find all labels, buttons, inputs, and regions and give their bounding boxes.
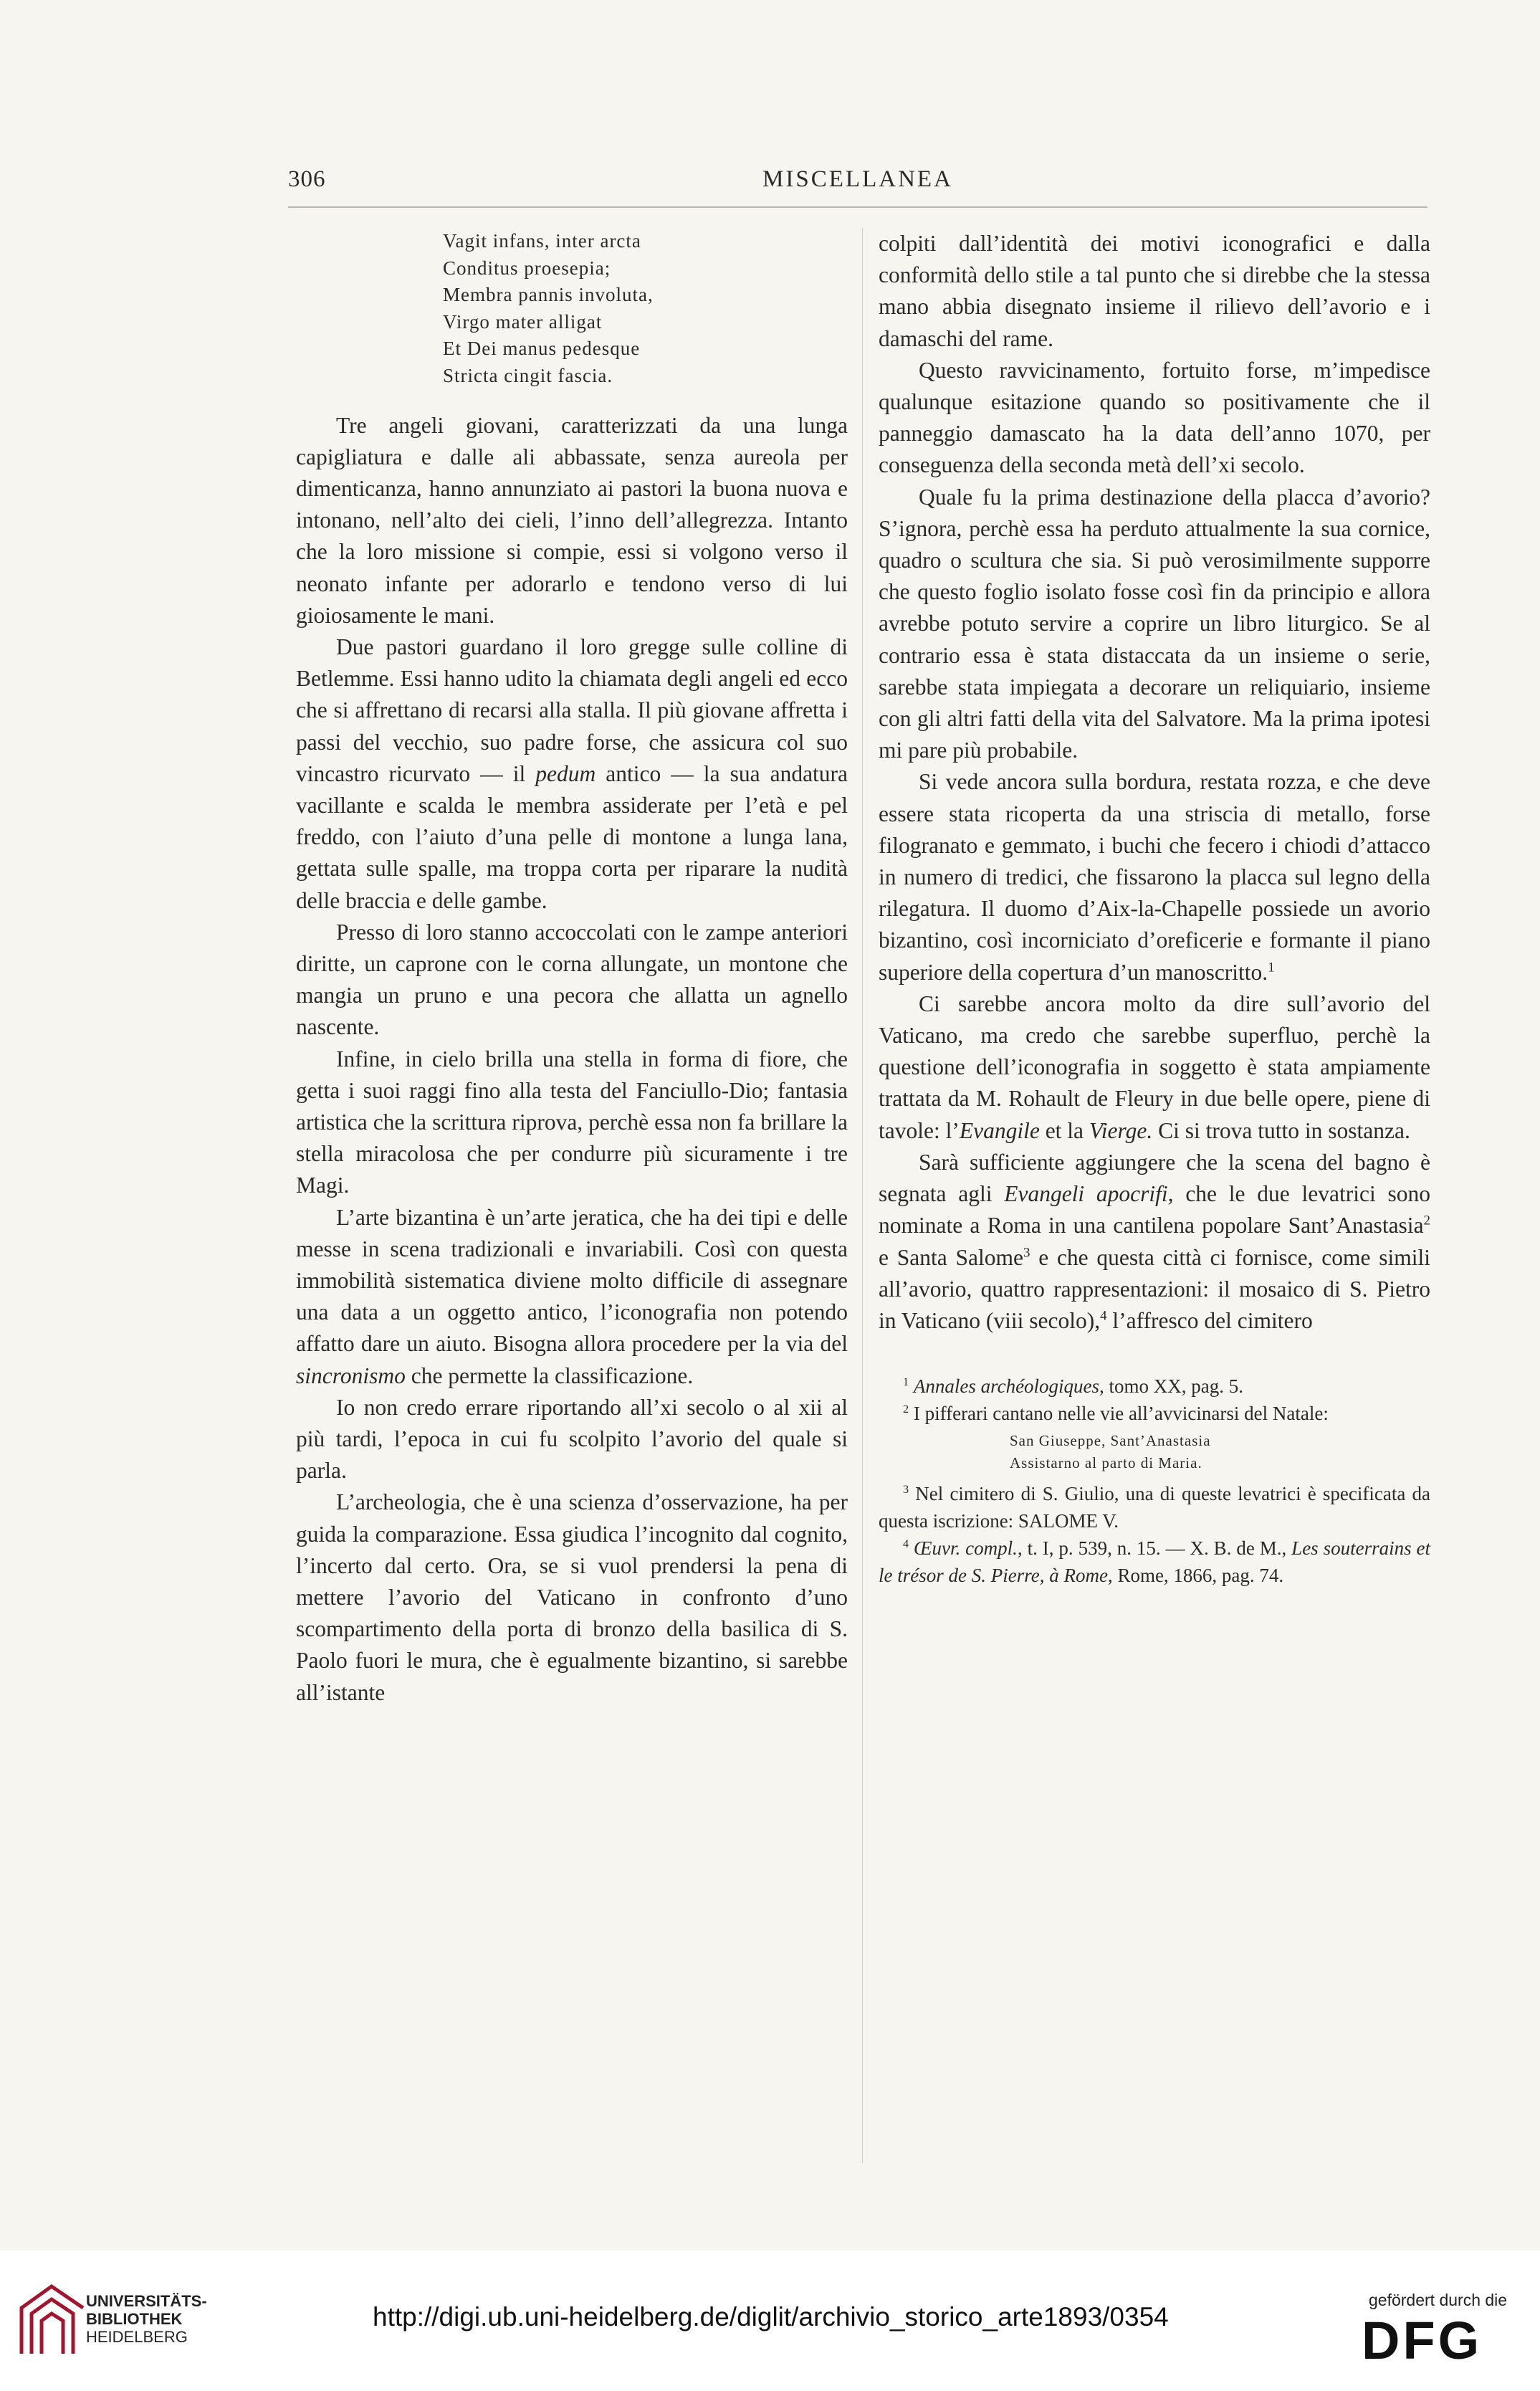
poem-line: Et Dei manus pedesque bbox=[443, 338, 641, 360]
poem-line: Stricta cingit fascia. bbox=[443, 364, 613, 386]
paragraph: L’arte bizantina è un’arte jeratica, che ha dei tipi e delle messe in scena tradizionali e invariabili. Così con questa immobilità sistematica diviene molto difficile di assegnare una data a un oggetto antico, l’iconografia non potendo affatto dare un aiuto. Bisogna allora procedere per la via del sincronismo che permette la classificazione. bbox=[296, 1204, 848, 1388]
poem-line: Conditus proesepia; bbox=[443, 257, 611, 279]
paragraph: Due pastori guardano il loro gregge sulle colline di Betlemme. Essi hanno udito la chiamata degli angeli ed ecco che si affrettano di recarsi alla stalla. Il più giovane affretta i passi del vecchio, suo padre forse, che assicura col suo vincastro ricurvato — il pedum antico — la sua andatura vacillante e scalda le membra assiderate per l’età e pel freddo, con l’aiuto d’una pelle di montone a lunga lana, gettata sulle spalle, ma troppa corta per riparare la nudità delle braccia e delle gambe. bbox=[296, 634, 848, 913]
paragraph: L’archeologia, che è una scienza d’osservazione, ha per guida la comparazione. Essa giudica l’incognito dal cognito, l’incerto dal certo. Ora, se si vuol prendersi la pena di mettere l’avorio del Vaticano in confronto d’uno scompartimento della porta di bronzo della basilica di S. Paolo fuori le mura, che è egualmente bizantino, si sarebbe all’istante bbox=[296, 1489, 848, 1705]
poem-line: Vagit infans, inter arcta bbox=[443, 230, 641, 252]
poem-line: Virgo mater alligat bbox=[443, 310, 603, 333]
footnote-4: $^4$ Œuvr. compl., t. I, p. 539, n. 15. — X. B. de M., Les souterrains et le trésor de S. Pierre, à Rome, Rome, 1866, pag. 74. bbox=[879, 1537, 1431, 1587]
footnote-quote: San Giuseppe, Sant’Anastasia Assistarno al parto di Maria. bbox=[1010, 1432, 1211, 1472]
paragraph: Si vede ancora sulla bordura, restata rozza, e che deve essere stata ricoperta da una striscia di metallo, forse filogranato e gemmato, i buchi che fecero i chiodi d’attacco in numero di tredici, che fissarono la placca sul legno della rilegatura. Il duomo d’Aix-la-Chapelle possiede un avorio bizantino, così incorniciato d’oreficerie e formante il piano superiore della copertura d’un manoscritto.$^1$ bbox=[879, 769, 1430, 985]
paragraph: colpiti dall’identità dei motivi iconografici e dalla conformità dello stile a tal punto che si direbbe che la stessa mano abbia disegnato insieme il rilievo dell’avorio e i damaschi del rame. bbox=[879, 231, 1430, 351]
paragraph: Infine, in cielo brilla una stella in forma di fiore, che getta i suoi raggi fino alla testa del Fanciullo-Dio; fantasia artistica che la scrittura riprova, perchè essa non fa brillare la stella miracolosa che per condurre più sicuramente i tre Magi. bbox=[296, 1046, 848, 1198]
italic-term: pedum bbox=[535, 760, 596, 786]
footnote-3: $^3$ Nel cimitero di S. Giulio, una di queste levatrici è specificata da questa iscrizione: SALOME V. bbox=[879, 1483, 1430, 1532]
left-column bbox=[296, 228, 848, 1709]
source-url-link[interactable]: http://digi.ub.uni-heidelberg.de/diglit/archivio_storico_arte1893/0354 bbox=[373, 2302, 1169, 2332]
footnotes bbox=[879, 1373, 1430, 1589]
footnote-2: $^2$ I pifferari cantano nelle vie all’avvicinarsi del Natale: bbox=[903, 1403, 1329, 1425]
library-name: UNIVERSITÄTS- BIBLIOTHEK HEIDELBERG bbox=[86, 2292, 207, 2346]
italic-term: Vierge. bbox=[1089, 1117, 1153, 1143]
footnote-ref[interactable]: 1 bbox=[1268, 960, 1275, 975]
paragraph: Quale fu la prima destinazione della placca d’avorio? S’ignora, perchè essa ha perduto attualmente la sua cornice, quadro o scultura che sia. Si può verosimilmente supporre che questo foglio isolato fosse così fin da principio e allora avrebbe potuto servire a coprire un libro liturgico. Se al contrario essa è stata distaccata da un insieme o serie, sarebbe stata impiegata a decorare un reliquiario, insieme con gli altri fatti della vita del Salvatore. Ma la prima ipotesi mi pare più probabile. bbox=[879, 484, 1430, 763]
right-column bbox=[879, 228, 1430, 1589]
paragraph: Ci sarebbe ancora molto da dire sull’avorio del Vaticano, ma credo che sarebbe superfluo, perchè la questione dell’iconografia in soggetto è stata ampiamente trattata da M. Rohault de Fleury in due belle opere, piene di tavole: l’Evangile et la Vierge. Ci si trova tutto in sostanza. bbox=[879, 991, 1430, 1143]
footnote-ref[interactable]: 2 bbox=[1423, 1213, 1430, 1228]
page-number: 306 bbox=[288, 166, 326, 192]
paragraph: Tre angeli giovani, caratterizzati da una lunga capigliatura e dalle ali abbassate, senza aureola per dimenticanza, hanno annunziato ai pastori la buona nuova e intonano, nell’alto dei cieli, l’inno dell’allegrezza. Intanto che la loro missione si compie, essi si volgono verso il neonato infante per adorarlo e tendono verso di lui gioiosamente le mani. bbox=[296, 412, 848, 628]
dfg-logo: DFG bbox=[1362, 2311, 1483, 2370]
library-logo-icon bbox=[17, 2279, 87, 2358]
footnote-ref[interactable]: 3 bbox=[1023, 1245, 1030, 1260]
page-header bbox=[288, 166, 1427, 202]
paragraph: Sarà sufficiente aggiungere che la scena del bagno è segnata agli Evangeli apocrifi, che le due levatrici sono nominate a Roma in una cantilena popolare Sant’Anastasia$^2$ e Santa Salome$^3$ e che questa città ci fornisce, come simili all’avorio, quattro rappresentazioni: il mosaico di S. Pietro in Vaticano (viii secolo),$^4$ l’affresco del cimitero bbox=[879, 1149, 1430, 1333]
running-title: MISCELLANEA bbox=[762, 166, 953, 192]
paragraph: Presso di loro stanno accoccolati con le zampe anteriori diritte, un caprone con le corna allungate, un montone che mangia un pruno e una pecora che allatta un agnello nascente. bbox=[296, 919, 848, 1040]
italic-term: sincronismo bbox=[296, 1362, 406, 1388]
paragraph: Questo ravvicinamento, fortuito forse, m’impedisce qualunque esitazione quando so positivamente che il panneggio damascato ha la data dell’anno 1070, per conseguenza della seconda metà dell’xi secolo. bbox=[879, 357, 1430, 478]
footnote-ref[interactable]: 4 bbox=[1100, 1308, 1107, 1324]
column-divider bbox=[862, 228, 863, 2163]
footnote-1: $^1$ Annales archéologiques, tomo XX, pag. 5. bbox=[903, 1375, 1244, 1398]
paragraph: Io non credo errare riportando all’xi secolo o al xii al più tardi, l’epoca in cui fu scolpito l’avorio del quale si parla. bbox=[296, 1394, 848, 1484]
digitization-banner bbox=[0, 2251, 1540, 2391]
funding-note: gefördert durch die bbox=[1369, 2291, 1508, 2309]
italic-term: Evangile bbox=[959, 1117, 1040, 1143]
header-rule bbox=[288, 206, 1427, 208]
poem-line: Membra pannis involuta, bbox=[443, 284, 654, 306]
italic-term: Evangeli apocrifi, bbox=[1004, 1181, 1174, 1207]
latin-poem bbox=[443, 228, 848, 390]
